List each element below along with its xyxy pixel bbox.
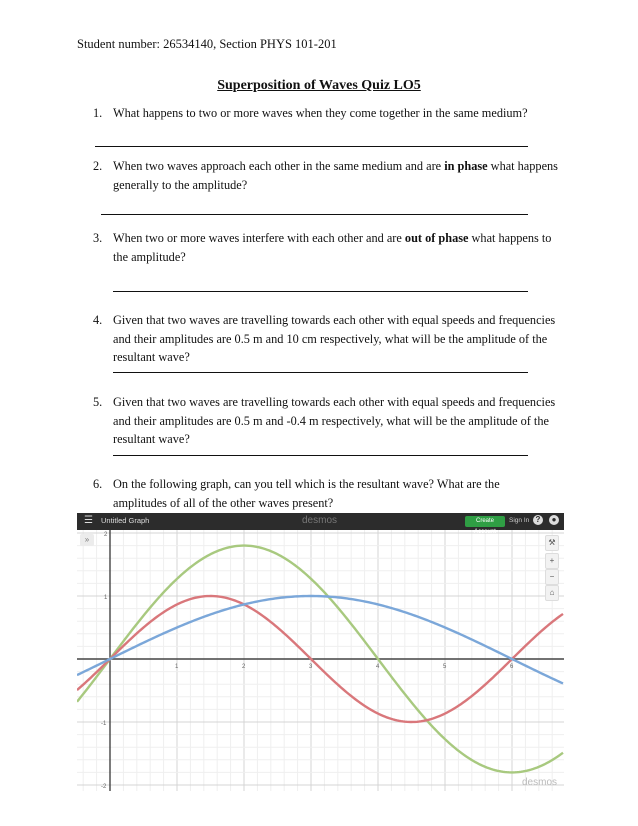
y-tick-label: 1 [104,595,108,601]
question-number: 4. [93,313,103,327]
y-tick-label: -1 [101,721,107,727]
question-3 [93,229,563,266]
question-6 [93,475,563,512]
question-1 [93,104,563,123]
x-tick-label: 6 [510,664,514,670]
x-tick-label: 3 [309,664,313,670]
question-number: 2. [93,159,103,173]
x-tick-label: 5 [443,664,447,670]
expand-panel-icon[interactable]: » [80,534,94,546]
y-tick-label: 2 [104,532,108,538]
question-text: What happens to two or more waves when they come together in the same medium? [113,106,528,120]
question-4 [93,311,563,367]
answer-line-4[interactable] [113,372,528,373]
x-tick-label: 1 [175,664,179,670]
home-icon[interactable]: ⌂ [545,585,559,601]
answer-line-3[interactable] [113,291,528,292]
question-text: When two or more waves interfere with each other and are out of phase what happens to the amplitude? [113,231,552,264]
x-tick-label: 4 [376,664,380,670]
emphasis-out-of-phase: out of phase [404,231,469,245]
question-number: 6. [93,477,103,491]
quiz-title: Superposition of Waves Quiz LO5 [217,78,421,93]
desmos-graph-screenshot [77,513,564,791]
question-number: 5. [93,395,103,409]
help-icon[interactable]: ? [533,515,543,525]
y-tick-label: -2 [101,784,107,790]
answer-line-2[interactable] [101,214,528,215]
question-number: 3. [93,231,103,245]
desmos-watermark: desmos [522,777,558,788]
sign-in-link[interactable]: Sign In [509,517,530,524]
globe-icon[interactable]: ● [549,515,559,525]
hamburger-menu-icon[interactable]: ☰ [84,515,93,526]
desmos-logo: desmos [302,515,338,526]
zoom-in-icon[interactable]: + [545,553,559,569]
graph-canvas [77,513,564,791]
question-5 [93,393,563,449]
desmos-toolbar [77,513,564,535]
answer-line-5[interactable] [113,455,528,456]
create-account-button[interactable]: Create Account [465,516,505,527]
question-2 [93,157,563,194]
wrench-icon[interactable]: ⚒ [545,535,559,551]
x-tick-label: 2 [242,664,246,670]
zoom-out-icon[interactable]: − [545,569,559,585]
question-number: 1. [93,106,103,120]
question-text: Given that two waves are travelling towards each other with equal speeds and frequencies and their amplitudes are 0.5 m and -0.4 m respectively, what will be the amplitude of the resultant wave? [113,395,556,446]
answer-line-1[interactable] [95,146,528,147]
emphasis-in-phase: in phase [444,159,488,173]
question-text: When two waves approach each other in the same medium and are in phase what happens generally to the amplitude? [113,159,558,192]
student-info-header: Student number: 26534140, Section PHYS 101-201 [77,37,337,51]
question-text: On the following graph, can you tell which is the resultant wave? What are the amplitudes of all of the other waves present? [113,477,500,510]
graph-title[interactable]: Untitled Graph [101,516,150,525]
question-text: Given that two waves are travelling towards each other with equal speeds and frequencies and their amplitudes are 0.5 m and 10 cm respectively, what will be the amplitude of the resultant wave? [113,313,556,364]
